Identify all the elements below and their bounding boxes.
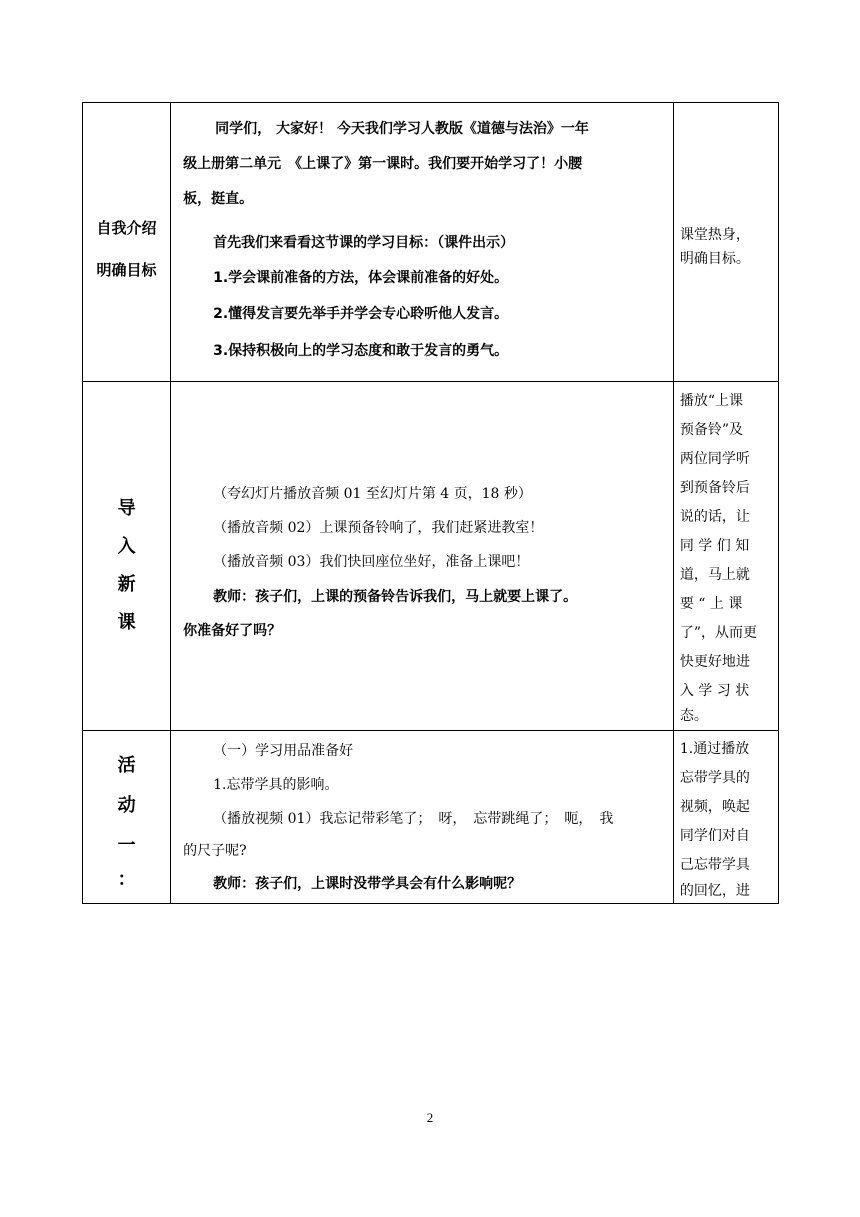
note-line: 入 学 习 状 [679,683,750,699]
table-row [83,103,779,382]
note-line: 明确目标。 [679,251,750,267]
table-row [83,731,779,904]
audio-line: （夸幻灯片播放音频 01 至幻灯片第 4 页，18 秒） [213,486,532,502]
table-row [83,382,779,731]
note-line: 课堂热身， [679,227,750,243]
note-line: 1.通过播放 [679,741,750,757]
notes-cell [673,382,778,731]
intro-line: 同学们， 大家好！ 今天我们学习人教版《道德与法治》一年 [215,121,589,137]
video-line: 的尺子呢? [183,843,247,859]
goal-item: 1.学会课前准备的方法，体会课前准备的好处。 [213,270,509,286]
teacher-line: 你准备好了吗？ [183,623,282,639]
video-line: （播放视频 01）我忘记带彩笔了； 呀， 忘带跳绳了； 呃， 我 [213,811,614,827]
goals-intro: 首先我们来看看这节课的学习目标：（课件出示） [213,235,515,251]
note-line: 视频，唤起 [679,799,750,815]
row-label-cell [83,731,171,904]
row-label-char: 课 [117,612,136,633]
row-label-cell [83,103,171,382]
note-line: 要 “ 上 课 [679,596,743,612]
note-line: 道，马上就 [679,567,750,583]
note-line: 的回忆，进 [679,883,750,899]
row-label-char: 新 [117,574,136,595]
audio-line: （播放音频 02）上课预备铃响了，我们赶紧进教室！ [213,520,544,536]
row-label-char: 入 [117,536,136,557]
row-label-char: 活 [117,755,136,776]
note-line: 己忘带学具 [679,857,750,873]
note-line: 预备铃”及 [679,422,744,438]
note-line: 忘带学具的 [679,770,750,786]
note-line: 态。 [679,708,708,724]
page-number: 2 [426,1110,434,1125]
intro-line: 级上册第二单元 《上课了》第一课时。我们要开始学习了！小腰 [183,156,583,172]
notes-cell [673,731,778,904]
section-title: （一）学习用品准备好 [213,743,354,759]
row-label-char: 一 [117,835,136,856]
goal-item: 2.懂得发言要先举手并学会专心聆听他人发言。 [213,306,509,322]
item-line: 1.忘带学具的影响。 [213,777,339,793]
note-line: 播放“上课 [679,393,744,409]
row-label-char: ： [117,869,136,890]
note-line: 同学们对自 [679,828,750,844]
row-label-char: 动 [117,795,136,816]
intro-line: 板，挺直。 [183,191,254,207]
note-line: 同 学 们 知 [679,538,750,554]
notes-cell [673,103,778,382]
content-cell [171,382,674,731]
row-label-line: 自我介绍 [96,219,157,237]
audio-line: （播放音频 03）我们快回座位坐好，准备上课吧！ [213,554,530,570]
content-cell [171,103,674,382]
teacher-line: 教师：孩子们，上课的预备铃告诉我们，马上就要上课了。 [213,589,578,605]
note-line: 到预备铃后 [679,480,750,496]
lesson-plan-table [82,102,779,904]
note-line: 快更好地进 [679,654,750,670]
row-label-cell [83,382,171,731]
row-label-char: 导 [117,498,136,519]
note-line: 了”，从而更 [679,625,758,641]
content-cell [171,731,674,904]
teacher-question: 教师：孩子们，上课时没带学具会有什么影响呢？ [213,876,522,892]
note-line: 两位同学听 [679,451,750,467]
note-line: 说的话，让 [679,509,750,525]
row-label-line: 明确目标 [96,261,157,279]
goal-item: 3.保持积极向上的学习态度和敢于发言的勇气。 [213,343,509,359]
